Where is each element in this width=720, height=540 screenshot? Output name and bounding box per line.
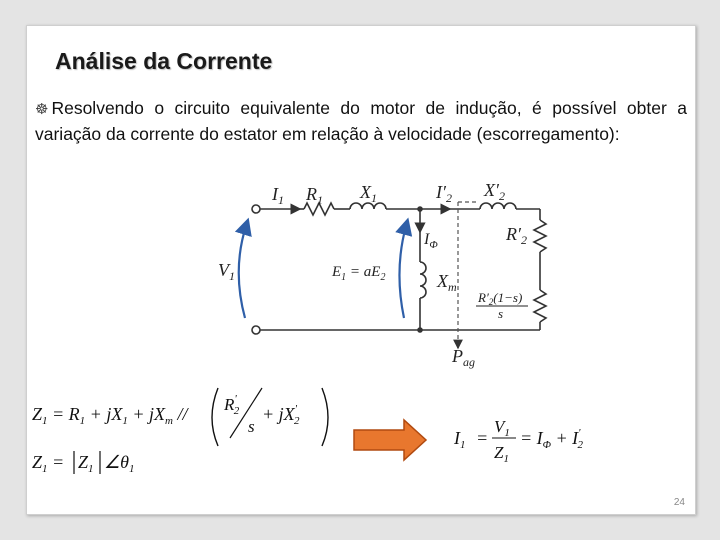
label-load-num: $R'_2(1-s)$ (478, 290, 523, 307)
label-r1: $R_1$ (306, 184, 323, 207)
resistor-r2 (534, 220, 546, 252)
equation-z1-polar: $Z_1$ = (32, 452, 65, 475)
label-xm: $X_m$ (437, 271, 457, 294)
label-r2: $R'_2$ (506, 224, 527, 247)
equation-i1-lhs: $I_1$ (454, 428, 466, 451)
left-paren (212, 388, 218, 446)
equation-z1: $Z_1 = R_1 + jX_1 + jX_m$ // (32, 404, 188, 427)
label-load-den: s (498, 306, 504, 321)
equation-i1-num: $V_1$ (494, 417, 510, 439)
label-e1: $E_1 = aE_2$ (332, 264, 386, 283)
equation-i1-rhs: = $I_\Phi + I'$ 2 (520, 427, 584, 451)
angle-theta1: $\angle\theta_1$ (104, 452, 135, 475)
equation-i1-eq: = (476, 428, 489, 448)
bullet-icon: ☸ (35, 101, 49, 118)
label-iphi: $I_\Phi$ (424, 231, 438, 251)
label-v1: $V_1$ (218, 260, 235, 283)
inductor-x1 (350, 203, 386, 209)
slide-title: Análise da Corrente (55, 48, 273, 74)
fraction-numerator: R' 2 (224, 393, 240, 417)
label-i2: $I'_2$ (436, 182, 452, 205)
inductor-x2 (480, 203, 516, 209)
equation-z1-tail: + jX' 2 (262, 403, 300, 427)
air-gap-boundary (458, 202, 476, 340)
equation-i1-den: $Z_1$ (494, 443, 509, 465)
voltage-arrow-e1 (399, 226, 406, 318)
voltage-arrow-v1 (239, 226, 246, 318)
page-number: 24 (673, 497, 685, 508)
bullet-text: Resolvendo o circuito equivalente do motor de indução, é possível obter a variação da corrente do estator em relação à velocidade (escorregamento): (35, 98, 687, 144)
abs-z1: $Z_1$ (78, 452, 94, 475)
label-x1: $X_1$ (360, 182, 377, 205)
inductor-xm (420, 262, 426, 298)
terminal-top-left (252, 205, 260, 213)
terminal-bottom-left (252, 326, 260, 334)
resistor-load (534, 290, 546, 322)
label-i1: $I_1$ (272, 184, 284, 207)
right-paren (322, 388, 328, 446)
right-arrow-icon (354, 420, 426, 460)
label-pag: $P_{ag}$ (452, 346, 475, 369)
label-x2: $X'_2$ (484, 180, 505, 203)
fraction-denominator: s (248, 417, 255, 436)
